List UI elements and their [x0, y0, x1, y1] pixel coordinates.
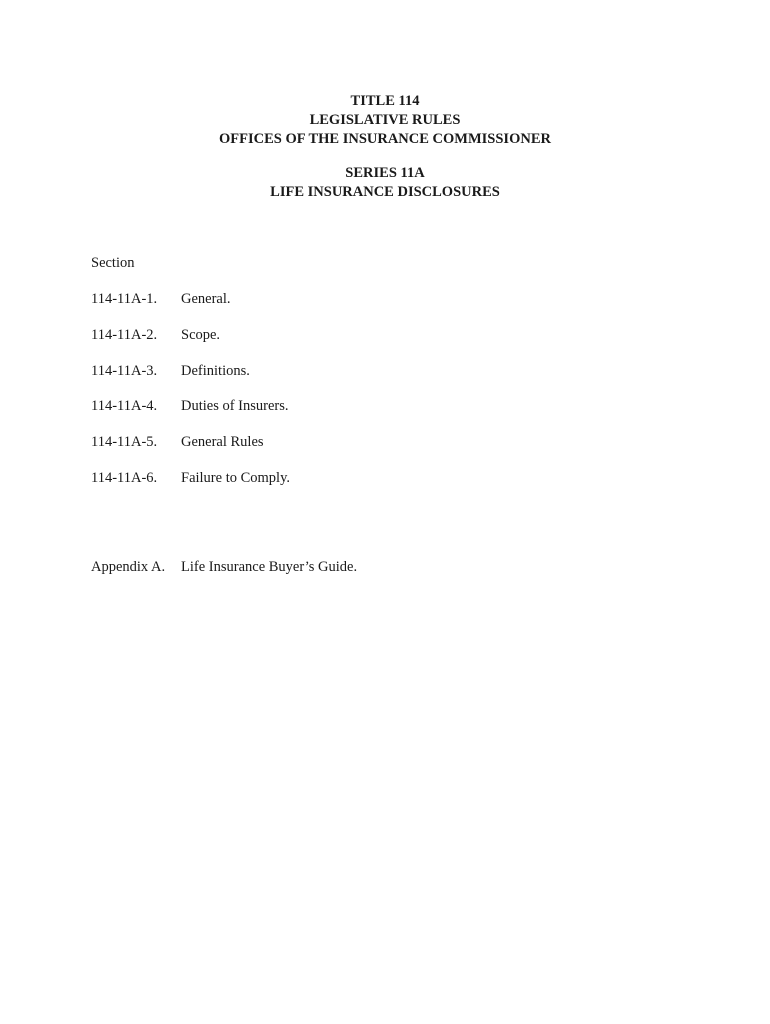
section-number: 114-11A-4. — [91, 398, 158, 414]
section-number: 114-11A-6. — [91, 470, 158, 486]
series-heading — [0, 164, 770, 202]
section-title: Failure to Comply. — [181, 470, 291, 486]
appendix-row — [91, 558, 357, 577]
section-title: General Rules — [181, 434, 264, 450]
section-title: General. — [181, 291, 231, 307]
section-title: Definitions. — [181, 363, 250, 379]
section-title: Duties of Insurers. — [181, 398, 289, 414]
document-heading — [0, 92, 770, 149]
toc-row — [91, 469, 290, 488]
toc-row — [91, 326, 220, 345]
section-number: 114-11A-2. — [91, 327, 158, 343]
section-title: Scope. — [181, 327, 221, 343]
section-number: 114-11A-3. — [91, 363, 158, 379]
toc-row — [91, 290, 231, 309]
toc-row — [91, 433, 264, 452]
toc-row — [91, 397, 289, 416]
section-number: 114-11A-5. — [91, 434, 158, 450]
section-number: 114-11A-1. — [91, 291, 158, 307]
agency-name: OFFICES OF THE INSURANCE COMMISSIONER — [219, 131, 551, 147]
title-number: TITLE 114 — [350, 93, 420, 109]
appendix-title: Life Insurance Buyer’s Guide. — [181, 559, 358, 575]
series-title: LIFE INSURANCE DISCLOSURES — [270, 184, 500, 200]
rules-type: LEGISLATIVE RULES — [309, 112, 461, 128]
appendix-number: Appendix A. — [91, 559, 166, 575]
section-label: Section — [91, 255, 135, 271]
toc-row — [91, 362, 250, 381]
series-number: SERIES 11A — [345, 165, 425, 181]
